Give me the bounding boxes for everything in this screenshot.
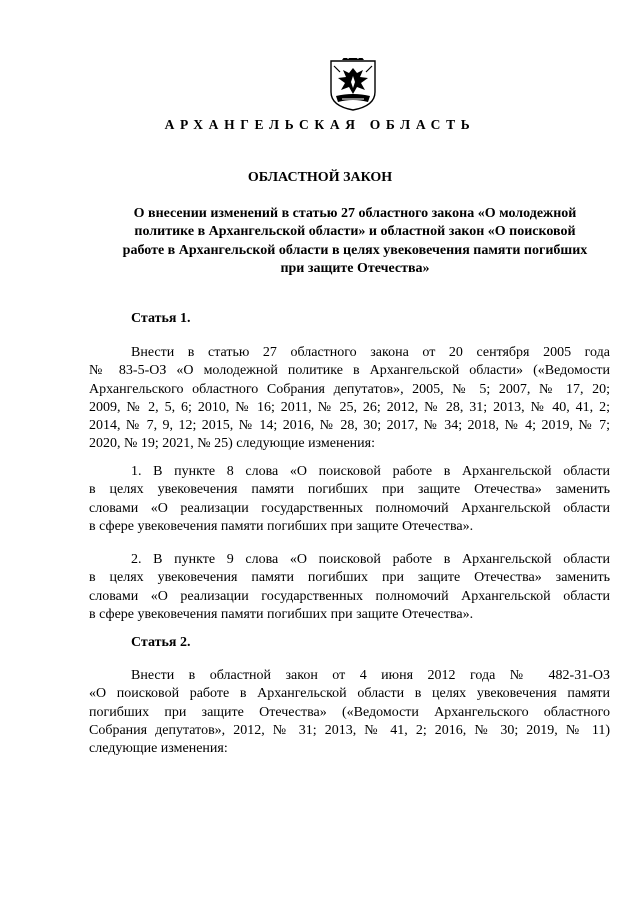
title-line: при защите Отечества» xyxy=(280,260,430,276)
text-line: 2. В пункте 9 слова «О поисковой работе в Архангельской области xyxy=(131,552,610,567)
text-line: Внести в областной закон от 4 июня 2012 года № 482-31-ОЗ xyxy=(131,668,610,683)
text-line: в сфере увековечения памяти погибших при защите Отечества». xyxy=(89,518,474,534)
text-line: словами «О реализации государственных полномочий Архангельской области xyxy=(89,588,610,604)
document-type: ОБЛАСТНОЙ ЗАКОН xyxy=(247,170,393,185)
article-1-heading: Статья 1. xyxy=(131,311,191,326)
text-line: Архангельского областного Собрания депутатов», 2005, № 5; 2007, № 17, 20; xyxy=(89,381,610,397)
text-line: в целях увековечения памяти погибших при защите Отечества» заменить xyxy=(89,482,610,498)
coat-of-arms-icon xyxy=(328,58,378,112)
text-line: Собрания депутатов», 2012, № 31; 2013, № 41, 2; 2016, № 30; 2019, № 11) xyxy=(89,722,610,738)
text-line: № 83-5-ОЗ «О молодежной политике в Архангельской области» («Ведомости xyxy=(89,363,610,379)
text-line: в целях увековечения памяти погибших при защите Отечества» заменить xyxy=(89,570,610,586)
text-line: 2009, № 2, 5, 6; 2010, № 16; 2011, № 25, 26; 2012, № 28, 31; 2013, № 40, 41, 2; xyxy=(89,399,610,415)
text-line: 2020, № 19; 2021, № 25) следующие изменения: xyxy=(89,436,375,452)
text-line: в сфере увековечения памяти погибших при защите Отечества». xyxy=(89,606,474,622)
text-line: следующие изменения: xyxy=(89,741,228,757)
text-line: 1. В пункте 8 слова «О поисковой работе в Архангельской области xyxy=(131,464,610,479)
title-line: работе в Архангельской области в целях увековечения памяти погибших xyxy=(122,242,588,258)
document-title xyxy=(100,205,610,278)
text-line: Внести в статью 27 областного закона от 20 сентября 2005 года xyxy=(131,345,610,360)
title-line: О внесении изменений в статью 27 областного закона «О молодежной xyxy=(133,206,577,221)
article-2-heading: Статья 2. xyxy=(131,635,191,650)
text-line: 2014, № 7, 9, 12; 2015, № 14; 2016, № 28, 30; 2017, № 34; 2018, № 4; 2019, № 7; xyxy=(89,418,610,434)
text-line: «О поисковой работе в Архангельской области в целях увековечения памяти xyxy=(89,686,610,702)
title-line: политике в Архангельской области» и областной закон «О поисковой xyxy=(134,224,576,240)
region-name: АРХАНГЕЛЬСКАЯ ОБЛАСТЬ xyxy=(164,117,476,132)
text-line: погибших при защите Отечества» («Ведомости Архангельского областного xyxy=(89,704,610,720)
article-1-item-2 xyxy=(89,551,610,624)
article-1-intro xyxy=(89,344,610,454)
text-line: словами «О реализации государственных полномочий Архангельской области xyxy=(89,500,610,516)
article-2-intro xyxy=(89,667,610,758)
article-1-item-1 xyxy=(89,463,610,536)
